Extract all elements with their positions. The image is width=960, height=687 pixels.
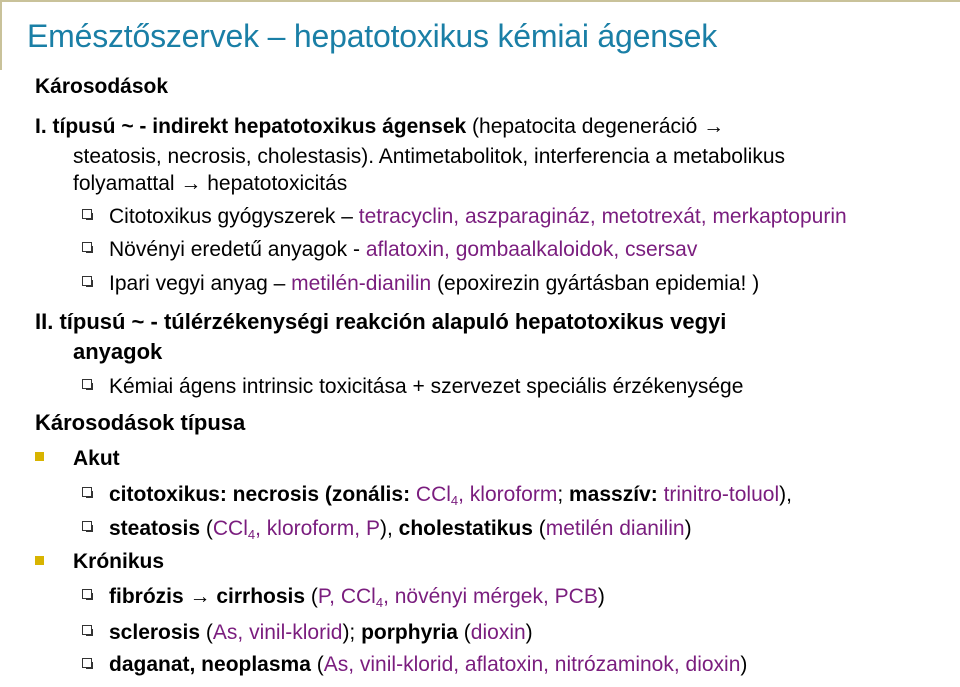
type1-item-3 <box>109 271 759 297</box>
checkbox-bullet-icon <box>82 209 92 219</box>
akut-line-1 <box>109 482 792 508</box>
heading-karosodasok-tipusa: Károsodások típusa <box>35 410 246 435</box>
text-span: P, CCl <box>317 585 376 608</box>
text-span: ( <box>200 621 213 644</box>
kronikus-label: Krónikus <box>73 550 165 573</box>
text-span: ), <box>379 517 399 540</box>
text-span: ); <box>342 621 362 644</box>
text-span: citotoxikus: necrosis (zonális: <box>109 483 416 506</box>
type1-item-2 <box>109 237 697 263</box>
checkbox-bullet-icon <box>82 658 92 668</box>
item-examples: metilén-dianilin <box>291 272 432 295</box>
type2-line1: II. típusú ~ - túlérzékenységi reakción alapuló hepatotoxikus vegyi <box>35 309 727 334</box>
text-span: ) <box>597 585 605 608</box>
akut-label: Akut <box>73 447 120 470</box>
text-span: As, vinil-klorid, aflatoxin, nitrózaminok, dioxin <box>323 653 741 676</box>
text-span: ( <box>310 653 324 676</box>
heading-karosodasok: Károsodások <box>35 75 169 98</box>
type2-item: Kémiai ágens intrinsic toxicitása + szervezet speciális érzékenysége <box>109 375 744 398</box>
checkbox-bullet-icon <box>82 487 92 497</box>
text-span: , növényi mérgek, PCB <box>383 585 598 608</box>
text-span: steatosis <box>109 517 201 540</box>
text-span: daganat, neoplasma <box>109 653 311 676</box>
subscript: 4 <box>450 493 459 508</box>
type1-line3: folyamattal → hepatotoxicitás <box>73 172 348 195</box>
text-span: metilén dianilin <box>545 517 685 540</box>
text-span: trinitro-toluol <box>663 483 780 506</box>
item-label: Ipari vegyi anyag – <box>109 272 292 295</box>
text-span: , kloroform, P <box>255 517 380 540</box>
subscript: 4 <box>247 527 256 542</box>
type1-rest: (hepatocita degeneráció → <box>466 115 725 138</box>
text-span: dioxin <box>470 621 526 644</box>
text-span: ( <box>200 517 213 540</box>
kronikus-line-3 <box>109 652 747 678</box>
checkbox-bullet-icon <box>82 521 92 531</box>
text-span: masszív: <box>569 483 664 506</box>
item-note: (epoxirezin gyártásban epidemia! ) <box>431 272 760 295</box>
square-bullet-icon <box>35 556 44 565</box>
item-label: Citotoxikus gyógyszerek – <box>109 205 359 228</box>
text-span: , kloroform <box>458 483 558 506</box>
square-bullet-icon <box>35 452 44 461</box>
checkbox-bullet-icon <box>82 242 92 252</box>
text-span: ) <box>740 653 748 676</box>
text-span: ) <box>525 621 533 644</box>
item-examples: tetracyclin, aszparagináz, metotrexát, merkaptopurin <box>358 205 847 228</box>
text-span: ), <box>779 483 792 506</box>
text-span: CCl <box>415 483 451 506</box>
type1-lead: I. típusú ~ - indirekt hepatotoxikus ágensek <box>35 115 467 138</box>
text-span: ( <box>305 585 318 608</box>
akut-line-2 <box>109 516 692 542</box>
text-span: fibrózis → cirrhosis <box>109 585 306 608</box>
text-span: ( <box>457 621 471 644</box>
text-span: sclerosis <box>109 621 201 644</box>
text-span: CCl <box>212 517 248 540</box>
checkbox-bullet-icon <box>82 625 92 635</box>
type1-line2: steatosis, necrosis, cholestasis). Antimetabolitok, interferencia a metabolikus <box>73 145 786 168</box>
slide-frame-top <box>0 0 960 2</box>
kronikus-line-2 <box>109 620 533 646</box>
slide-frame-left <box>0 0 2 70</box>
checkbox-bullet-icon <box>82 276 92 286</box>
item-label: Növényi eredetű anyagok - <box>109 238 366 261</box>
slide-title: Emésztőszervek – hepatotoxikus kémiai ágensek <box>27 18 718 54</box>
text-span: cholestatikus <box>398 517 533 540</box>
text-span: ) <box>684 517 692 540</box>
type1-line1 <box>35 114 724 140</box>
kronikus-line-1 <box>109 584 605 610</box>
text-span: ( <box>532 517 546 540</box>
text-span: porphyria <box>361 621 458 644</box>
item-examples: aflatoxin, gombaalkaloidok, csersav <box>365 238 698 261</box>
type2-line2: anyagok <box>73 339 163 364</box>
text-span: ; <box>557 483 569 506</box>
checkbox-bullet-icon <box>82 589 92 599</box>
text-span: As, vinil-klorid <box>212 621 343 644</box>
subscript: 4 <box>375 595 384 610</box>
checkbox-bullet-icon <box>82 379 92 389</box>
type1-item-1 <box>109 204 847 230</box>
